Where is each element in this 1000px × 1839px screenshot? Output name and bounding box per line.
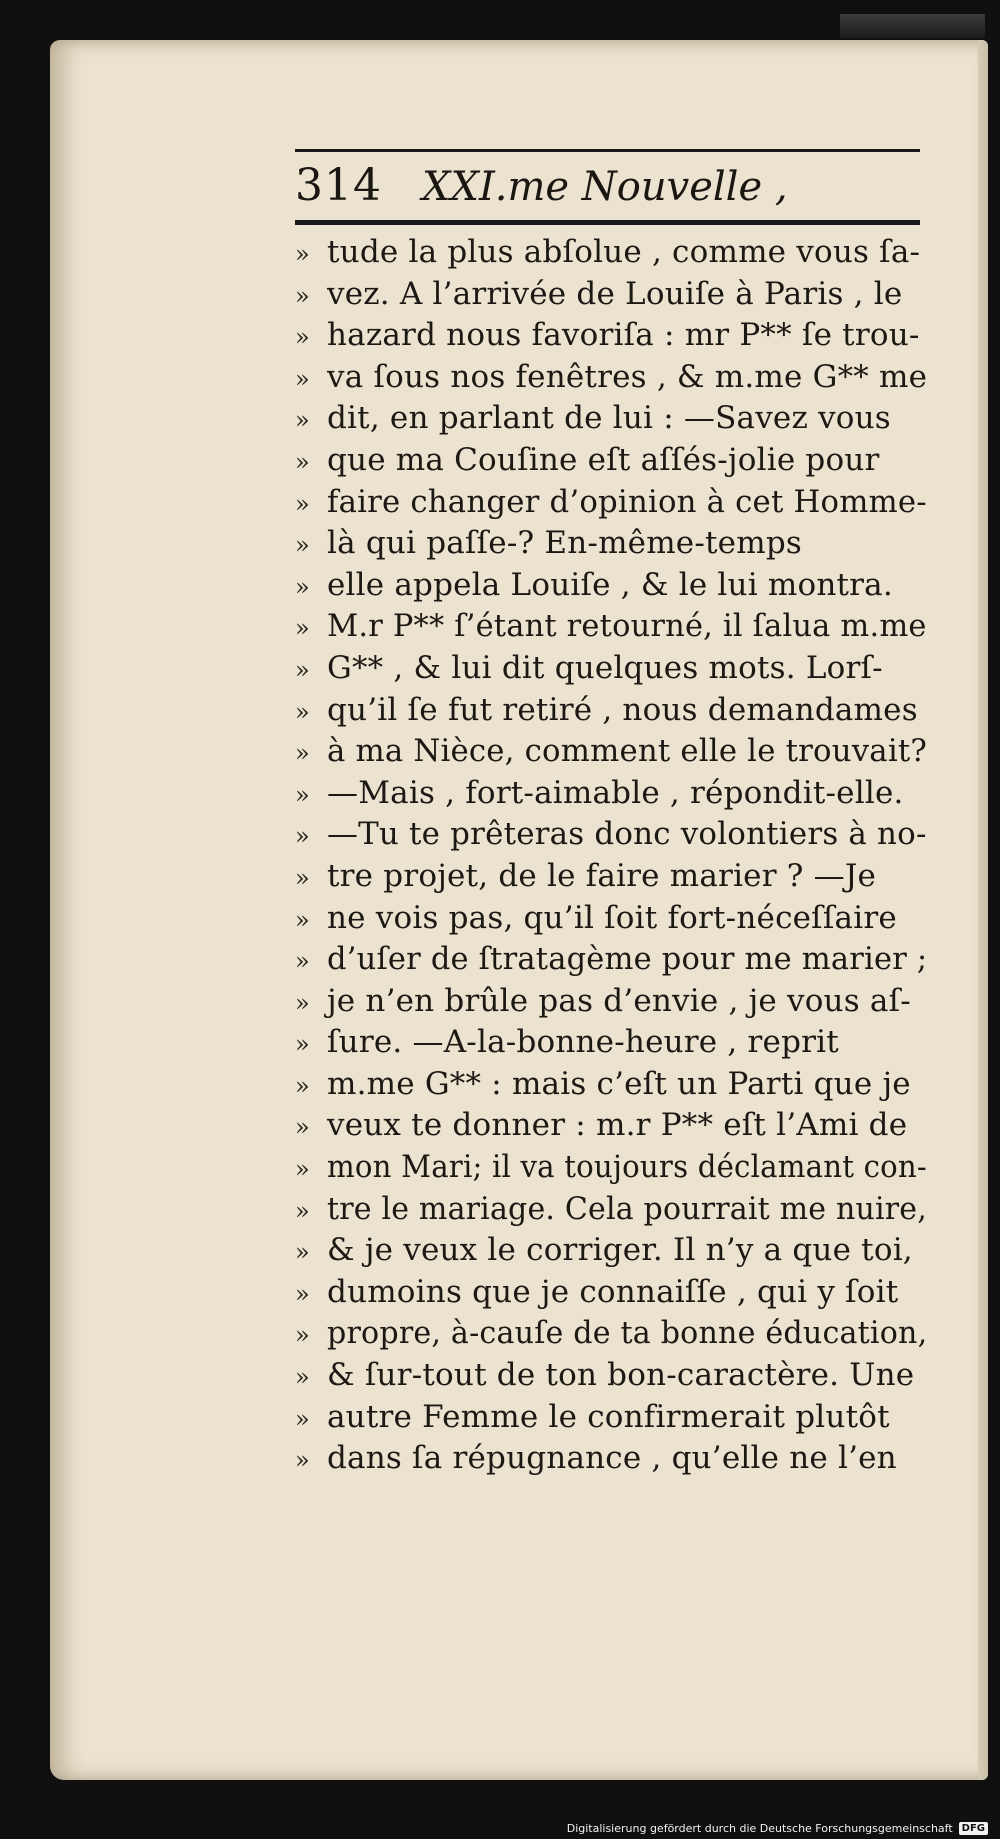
line-text: propre, à-cauſe de ta bonne éducation,	[327, 1315, 928, 1352]
line-text: —Tu te prêteras donc volontiers à no-	[327, 816, 927, 853]
text-line	[295, 523, 935, 565]
book-edge-strip	[840, 14, 985, 38]
line-text: vez. A l’arrivée de Louiſe à Paris , le	[327, 275, 903, 312]
line-text: veux te donner : m.r P** eſt l’Ami de	[327, 1107, 908, 1144]
text-line	[295, 1230, 935, 1272]
quotation-mark: »	[295, 1321, 310, 1350]
quotation-mark: »	[295, 822, 310, 851]
running-title: XXI.me Nouvelle ,	[421, 164, 788, 210]
text-line	[295, 856, 935, 898]
header-rule-top	[295, 149, 920, 152]
line-text: là qui paſſe-? En-même-temps	[327, 525, 802, 562]
line-text: & je veux le corriger. Il n’y a que toi,	[327, 1232, 913, 1269]
dfg-logo: DFG	[959, 1822, 988, 1835]
text-line	[295, 440, 935, 482]
text-line	[295, 482, 935, 524]
quotation-mark: »	[295, 489, 310, 518]
footer-credit	[567, 1822, 988, 1835]
quotation-mark: »	[295, 1279, 310, 1308]
line-text: autre Femme le confirmerait plutôt	[327, 1398, 890, 1435]
line-text: va ſous nos fenêtres , & m.me G** me	[327, 358, 928, 395]
text-line	[295, 315, 935, 357]
quotation-mark: »	[295, 614, 310, 643]
quotation-mark: »	[295, 988, 310, 1017]
text-line	[295, 565, 935, 607]
quotation-mark: »	[295, 1446, 310, 1475]
quotation-mark: »	[295, 572, 310, 601]
line-text: je n’en brûle pas d’envie , je vous aſ-	[327, 982, 911, 1019]
line-text: elle appela Louiſe , & le lui montra.	[327, 566, 893, 603]
text-line	[295, 648, 935, 690]
quotation-mark: »	[295, 1238, 310, 1267]
line-text: dit, en parlant de lui : —Savez vous	[327, 400, 891, 437]
text-line	[295, 1022, 935, 1064]
line-text: à ma Nièce, comment elle le trouvait?	[327, 733, 928, 770]
text-line	[295, 274, 935, 316]
text-line	[295, 606, 935, 648]
quotation-mark: »	[295, 947, 310, 976]
quotation-mark: »	[295, 1155, 310, 1184]
quotation-mark: »	[295, 281, 310, 310]
text-line	[295, 232, 935, 274]
body-text	[295, 232, 935, 1480]
line-text: que ma Couſine eſt aſſés-jolie pour	[327, 441, 880, 478]
quotation-mark: »	[295, 863, 310, 892]
quotation-mark: »	[295, 323, 310, 352]
text-line	[295, 1313, 935, 1355]
line-text: hazard nous favoriſa : mr P** ſe trou-	[327, 317, 920, 354]
header-rule-bottom	[295, 220, 920, 225]
line-text: M.r P** ſ’étant retourné, il ſalua m.me	[327, 608, 927, 645]
text-line	[295, 1355, 935, 1397]
text-line	[295, 939, 935, 981]
text-line	[295, 357, 935, 399]
quotation-mark: »	[295, 697, 310, 726]
quotation-mark: »	[295, 364, 310, 393]
page-header	[295, 160, 915, 220]
line-text: m.me G** : mais c’eſt un Parti que je	[327, 1065, 911, 1102]
page-edge	[978, 40, 988, 1780]
quotation-mark: »	[295, 1113, 310, 1142]
line-text: mon Mari; il va toujours déclamant con-	[327, 1149, 927, 1186]
line-text: tre le mariage. Cela pourrait me nuire,	[327, 1190, 927, 1227]
text-line	[295, 1438, 935, 1480]
footer-credit-text: Digitalisierung gefördert durch die Deutsche Forschungsgemeinschaft	[566, 1822, 953, 1835]
text-line	[295, 981, 935, 1023]
text-line	[295, 1397, 935, 1439]
text-line	[295, 731, 935, 773]
line-text: faire changer d’opinion à cet Homme-	[327, 483, 927, 520]
quotation-mark: »	[295, 655, 310, 684]
quotation-mark: »	[295, 1363, 310, 1392]
text-line	[295, 773, 935, 815]
quotation-mark: »	[295, 780, 310, 809]
text-line	[295, 1189, 935, 1231]
quotation-mark: »	[295, 1071, 310, 1100]
text-line	[295, 690, 935, 732]
line-text: d’uſer de ſtratagème pour me marier ;	[327, 941, 928, 978]
page-number: 314	[295, 160, 382, 211]
quotation-mark: »	[295, 1196, 310, 1225]
line-text: —Mais , fort-aimable , répondit-elle.	[327, 774, 904, 811]
line-text: ne vois pas, qu’il ſoit fort-néceſſaire	[327, 899, 897, 936]
line-text: ſure. —A-la-bonne-heure , reprit	[327, 1024, 839, 1061]
line-text: tude la plus abſolue , comme vous ſa-	[327, 234, 921, 270]
quotation-mark: »	[295, 905, 310, 934]
text-line	[295, 1147, 935, 1189]
quotation-mark: »	[295, 240, 310, 268]
quotation-mark: »	[295, 739, 310, 768]
line-text: & ſur-tout de ton bon-caractère. Une	[327, 1357, 915, 1394]
quotation-mark: »	[295, 1030, 310, 1059]
line-text: G** , & lui dit quelques mots. Lorſ-	[327, 649, 883, 686]
text-line	[295, 1272, 935, 1314]
line-text: dans ſa répugnance , qu’elle ne l’en	[327, 1440, 897, 1477]
text-line	[295, 898, 935, 940]
text-line	[295, 814, 935, 856]
line-text: qu’il ſe fut retiré , nous demandames	[327, 691, 918, 728]
text-line	[295, 1064, 935, 1106]
text-line	[295, 1105, 935, 1147]
quotation-mark: »	[295, 1404, 310, 1433]
line-text: dumoins que je connaiſſe , qui y ſoit	[327, 1273, 899, 1310]
quotation-mark: »	[295, 531, 310, 560]
text-line	[295, 398, 935, 440]
line-text: tre projet, de le faire marier ? —Je	[327, 857, 877, 894]
quotation-mark: »	[295, 447, 310, 476]
quotation-mark: »	[295, 406, 310, 435]
